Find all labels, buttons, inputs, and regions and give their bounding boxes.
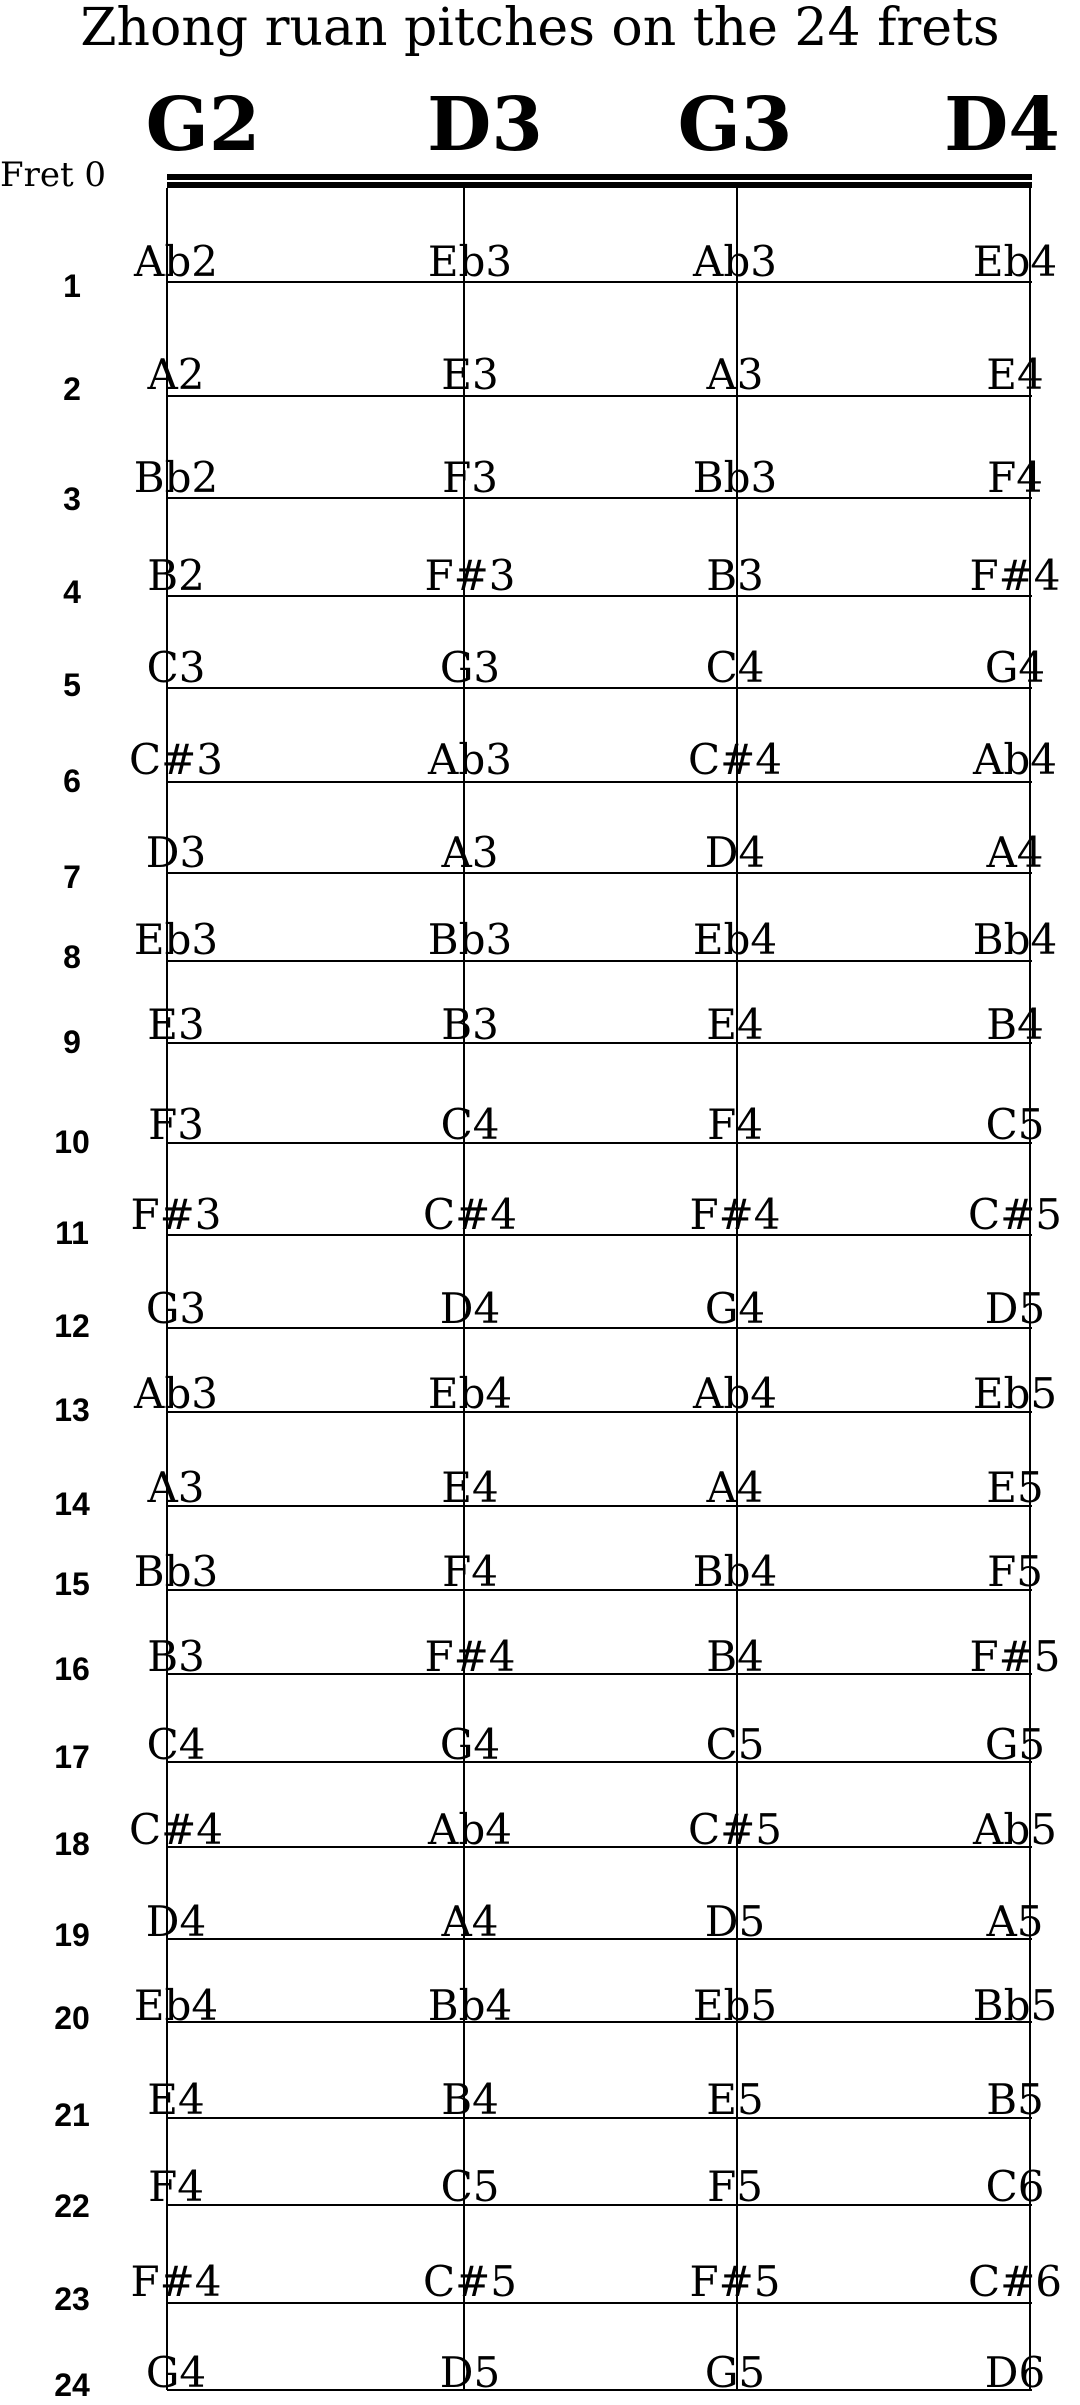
fret-line xyxy=(167,781,1032,783)
note-label: C#4 xyxy=(687,735,783,784)
fret-line xyxy=(167,1938,1032,1940)
note-label: B5 xyxy=(986,2075,1044,2124)
fret-line xyxy=(167,2204,1032,2206)
note-label: F#4 xyxy=(969,551,1061,600)
fret-number: 11 xyxy=(55,1215,89,1251)
fret-line xyxy=(167,1505,1032,1507)
note-label: F4 xyxy=(442,1547,498,1596)
fret-line xyxy=(167,1673,1032,1675)
note-label: D4 xyxy=(704,828,766,877)
fret-line xyxy=(167,1411,1032,1413)
note-label: Ab3 xyxy=(428,735,512,784)
fret-line xyxy=(167,2117,1032,2119)
fret-number: 4 xyxy=(63,574,81,610)
note-label: F#3 xyxy=(424,551,516,600)
note-label: G5 xyxy=(984,1720,1046,1769)
note-label: A2 xyxy=(147,350,205,399)
fret-line xyxy=(167,2302,1032,2304)
note-label: F#5 xyxy=(689,2257,781,2306)
note-label: Ab2 xyxy=(134,237,218,286)
fret-number: 23 xyxy=(54,2281,90,2317)
note-label: F5 xyxy=(707,2162,763,2211)
fret-line xyxy=(167,1042,1032,1044)
note-label: F4 xyxy=(148,2162,204,2211)
nut-line xyxy=(167,174,1032,180)
note-label: F#5 xyxy=(969,1632,1061,1681)
fret-number: 12 xyxy=(54,1308,90,1344)
fret-number: 18 xyxy=(54,1826,90,1862)
fret-line xyxy=(167,960,1032,962)
fret-number: 2 xyxy=(63,371,81,407)
note-label: Eb5 xyxy=(692,1981,778,2030)
note-label: B4 xyxy=(986,1000,1044,1049)
note-label: C4 xyxy=(440,1100,500,1149)
fret-line xyxy=(167,1327,1032,1329)
note-label: C#3 xyxy=(128,735,224,784)
fret-line xyxy=(167,595,1032,597)
note-label: Bb3 xyxy=(133,1547,219,1596)
note-label: Ab4 xyxy=(693,1369,777,1418)
note-label: C3 xyxy=(146,643,206,692)
fret-number: 1 xyxy=(63,268,81,304)
open-string-label: G3 xyxy=(677,82,793,168)
note-label: Eb3 xyxy=(427,237,513,286)
note-label: F#3 xyxy=(130,1190,222,1239)
note-label: C#5 xyxy=(967,1190,1063,1239)
fret-line xyxy=(167,1234,1032,1236)
fret-line xyxy=(167,281,1032,283)
note-label: Bb5 xyxy=(972,1981,1058,2030)
note-label: C#4 xyxy=(422,1190,518,1239)
note-label: A4 xyxy=(441,1897,499,1946)
note-label: B4 xyxy=(441,2075,499,2124)
note-label: Eb5 xyxy=(972,1369,1058,1418)
note-label: Ab3 xyxy=(134,1369,218,1418)
fret-line xyxy=(167,687,1032,689)
fret-number: 9 xyxy=(63,1024,81,1060)
note-label: G4 xyxy=(984,643,1046,692)
fret-line xyxy=(167,1846,1032,1848)
note-label: Bb2 xyxy=(133,453,219,502)
note-label: D6 xyxy=(984,2348,1046,2397)
note-label: C5 xyxy=(705,1720,765,1769)
note-label: A3 xyxy=(706,350,764,399)
note-label: C4 xyxy=(146,1720,206,1769)
open-string-label: D4 xyxy=(944,82,1060,168)
note-label: Eb4 xyxy=(427,1369,513,1418)
note-label: F#4 xyxy=(689,1190,781,1239)
note-label: D5 xyxy=(704,1897,766,1946)
note-label: C5 xyxy=(985,1100,1045,1149)
note-label: C6 xyxy=(985,2162,1045,2211)
note-label: C#4 xyxy=(128,1805,224,1854)
note-label: C#5 xyxy=(422,2257,518,2306)
note-label: D5 xyxy=(439,2348,501,2397)
note-label: Ab4 xyxy=(428,1805,512,1854)
note-label: Bb4 xyxy=(427,1981,513,2030)
note-label: C5 xyxy=(440,2162,500,2211)
note-label: A5 xyxy=(986,1897,1044,1946)
note-label: D4 xyxy=(439,1284,501,1333)
note-label: B3 xyxy=(441,1000,499,1049)
fret-number: 15 xyxy=(54,1566,90,1602)
fret-number: 21 xyxy=(54,2097,90,2133)
fret-number: 16 xyxy=(54,1651,90,1687)
note-label: C#6 xyxy=(967,2257,1063,2306)
note-label: F4 xyxy=(987,453,1043,502)
note-label: G4 xyxy=(439,1720,501,1769)
fret-line xyxy=(167,2389,1032,2391)
note-label: Bb3 xyxy=(427,915,513,964)
note-label: A3 xyxy=(147,1463,205,1512)
note-label: B3 xyxy=(706,551,764,600)
note-label: D5 xyxy=(984,1284,1046,1333)
note-label: A3 xyxy=(441,828,499,877)
note-label: G5 xyxy=(704,2348,766,2397)
fret-number: 19 xyxy=(54,1917,90,1953)
note-label: F#4 xyxy=(424,1632,516,1681)
note-label: Bb4 xyxy=(692,1547,778,1596)
note-label: E3 xyxy=(441,350,499,399)
note-label: F#4 xyxy=(130,2257,222,2306)
note-label: E4 xyxy=(147,2075,205,2124)
fret-line xyxy=(167,872,1032,874)
fret-number: 24 xyxy=(54,2367,90,2403)
fret-number: 3 xyxy=(63,481,81,517)
fret-number: 20 xyxy=(54,2000,90,2036)
fret-line xyxy=(167,395,1032,397)
note-label: G3 xyxy=(439,643,501,692)
note-label: G4 xyxy=(704,1284,766,1333)
note-label: D4 xyxy=(145,1897,207,1946)
fret-number: 10 xyxy=(54,1124,90,1160)
note-label: F4 xyxy=(707,1100,763,1149)
fret-number: 8 xyxy=(63,939,81,975)
fret-number: 5 xyxy=(63,667,81,703)
fret-line xyxy=(167,1761,1032,1763)
note-label: E4 xyxy=(986,350,1044,399)
note-label: G3 xyxy=(145,1284,207,1333)
note-label: Bb4 xyxy=(972,915,1058,964)
note-label: D3 xyxy=(145,828,207,877)
note-label: A4 xyxy=(706,1463,764,1512)
note-label: Eb3 xyxy=(133,915,219,964)
fret-number: 13 xyxy=(54,1392,90,1428)
open-string-label: G2 xyxy=(145,82,261,168)
note-label: Eb4 xyxy=(692,915,778,964)
fret-number: 14 xyxy=(54,1486,90,1522)
note-label: E4 xyxy=(706,1000,764,1049)
note-label: E5 xyxy=(986,1463,1044,1512)
note-label: Eb4 xyxy=(133,1981,219,2030)
note-label: B2 xyxy=(147,551,205,600)
note-label: E3 xyxy=(147,1000,205,1049)
fret-line xyxy=(167,2021,1032,2023)
note-label: Bb3 xyxy=(692,453,778,502)
note-label: B3 xyxy=(147,1632,205,1681)
note-label: E5 xyxy=(706,2075,764,2124)
fret-line xyxy=(167,497,1032,499)
fret-number: 17 xyxy=(54,1739,90,1775)
note-label: E4 xyxy=(441,1463,499,1512)
note-label: Ab4 xyxy=(973,735,1057,784)
note-label: G4 xyxy=(145,2348,207,2397)
open-string-label: D3 xyxy=(427,82,543,168)
note-label: A4 xyxy=(986,828,1044,877)
note-label: C4 xyxy=(705,643,765,692)
fret-line xyxy=(167,1589,1032,1591)
note-label: Ab3 xyxy=(693,237,777,286)
note-label: Ab5 xyxy=(973,1805,1057,1854)
note-label: F3 xyxy=(442,453,498,502)
fret-line xyxy=(167,1142,1032,1144)
note-label: F5 xyxy=(987,1547,1043,1596)
fret-number: 6 xyxy=(63,763,81,799)
note-label: B4 xyxy=(706,1632,764,1681)
fret-number: 7 xyxy=(63,859,81,895)
note-label: F3 xyxy=(148,1100,204,1149)
note-label: C#5 xyxy=(687,1805,783,1854)
fret-number: 22 xyxy=(54,2188,90,2224)
diagram-title: Zhong ruan pitches on the 24 frets xyxy=(80,0,1000,58)
note-label: Eb4 xyxy=(972,237,1058,286)
nut-line xyxy=(167,182,1032,188)
fret-0-label: Fret 0 xyxy=(0,155,107,195)
